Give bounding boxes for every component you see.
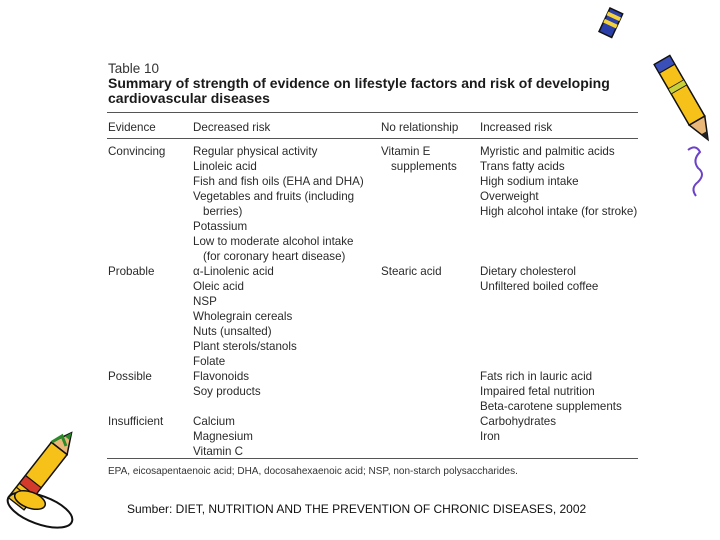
increased-risk-item: Impaired fetal nutrition	[480, 385, 595, 398]
increased-risk-item: Myristic and palmitic acids	[480, 145, 615, 158]
no-relationship-item: Stearic acid	[381, 265, 442, 278]
decreased-risk-item: α-Linolenic acid	[193, 265, 274, 278]
evidence-cell: Probable	[108, 265, 155, 278]
increased-risk-item: Overweight	[480, 190, 539, 203]
decreased-risk-item: Wholegrain cereals	[193, 310, 293, 323]
increased-risk-cell	[480, 144, 637, 219]
increased-risk-item: High alcohol intake (for stroke)	[480, 205, 638, 218]
source-citation: Sumber: DIET, NUTRITION AND THE PREVENTION OF CHRONIC DISEASES, 2002	[127, 502, 587, 516]
decreased-risk-item: Soy products	[193, 385, 261, 398]
evidence-cell: Possible	[108, 370, 152, 383]
decreased-risk-item: (for coronary heart disease)	[203, 250, 346, 263]
top-rule	[107, 112, 638, 113]
header-no-relationship: No relationship	[381, 121, 459, 134]
evidence-cell: Insufficient	[108, 415, 164, 428]
header-increased-risk: Increased risk	[480, 121, 553, 134]
increased-risk-item: Trans fatty acids	[480, 160, 565, 173]
decreased-risk-item: NSP	[193, 295, 217, 308]
increased-risk-cell	[480, 414, 556, 444]
increased-risk-item: Iron	[480, 430, 500, 443]
decreased-risk-cell	[193, 369, 261, 399]
increased-risk-item: Fats rich in lauric acid	[480, 370, 593, 383]
decreased-risk-item: Magnesium	[193, 430, 253, 443]
increased-risk-cell	[480, 369, 622, 414]
decreased-risk-item: Linoleic acid	[193, 160, 257, 173]
decreased-risk-item: Plant sterols/stanols	[193, 340, 297, 353]
increased-risk-item: High sodium intake	[480, 175, 579, 188]
table-heading-line-2: cardiovascular diseases	[108, 90, 270, 106]
decreased-risk-cell	[193, 414, 253, 459]
no-relationship-item: supplements	[391, 160, 457, 173]
no-relationship-cell	[381, 264, 442, 279]
no-relationship-item: Vitamin E	[381, 145, 431, 158]
decreased-risk-item: Vegetables and fruits (including	[193, 190, 355, 203]
table-heading	[108, 76, 628, 106]
pencil-bottom-left-icon	[0, 430, 140, 540]
bottom-rule	[107, 458, 638, 459]
evidence-cell: Convincing	[108, 145, 166, 158]
decreased-risk-cell	[193, 264, 297, 369]
increased-risk-item: Dietary cholesterol	[480, 265, 577, 278]
no-relationship-cell	[381, 144, 457, 174]
table-footnote: EPA, eicosapentaenoic acid; DHA, docosahexaenoic acid; NSP, non-starch polysaccharides.	[108, 466, 518, 477]
decreased-risk-item: Vitamin C	[193, 445, 244, 458]
decreased-risk-cell	[193, 144, 364, 264]
decreased-risk-item: Fish and fish oils (EHA and DHA)	[193, 175, 364, 188]
decreased-risk-item: berries)	[203, 205, 243, 218]
header-rule	[107, 138, 638, 139]
header-decreased-risk: Decreased risk	[193, 121, 271, 134]
decreased-risk-item: Nuts (unsalted)	[193, 325, 272, 338]
increased-risk-cell	[480, 264, 598, 294]
decreased-risk-item: Low to moderate alcohol intake	[193, 235, 354, 248]
table-heading-line-1: Summary of strength of evidence on lifestyle factors and risk of developing	[108, 75, 610, 91]
decreased-risk-item: Folate	[193, 355, 226, 368]
decreased-risk-item: Flavonoids	[193, 370, 250, 383]
decreased-risk-item: Potassium	[193, 220, 248, 233]
increased-risk-item: Carbohydrates	[480, 415, 557, 428]
increased-risk-item: Beta-carotene supplements	[480, 400, 622, 413]
increased-risk-item: Unfiltered boiled coffee	[480, 280, 599, 293]
decreased-risk-item: Calcium	[193, 415, 235, 428]
decreased-risk-item: Oleic acid	[193, 280, 244, 293]
header-evidence: Evidence	[108, 121, 156, 134]
table-number: Table 10	[108, 61, 160, 76]
decreased-risk-item: Regular physical activity	[193, 145, 318, 158]
